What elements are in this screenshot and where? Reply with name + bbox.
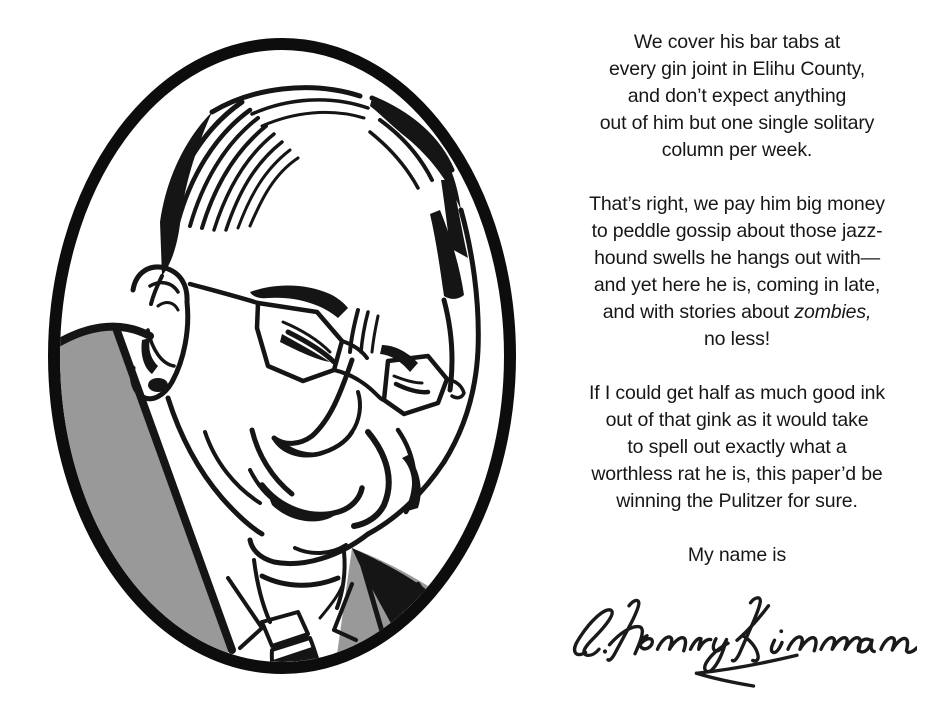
monologue-text xyxy=(537,29,937,698)
text-segment: and with stories about xyxy=(602,301,795,323)
text-line: no less! xyxy=(703,328,770,350)
text-line: We cover his bar tabs at xyxy=(633,31,841,53)
signature-intro: My name is xyxy=(687,544,787,566)
text-line: hound swells he hangs out with— xyxy=(594,247,880,269)
text-line: every gin joint in Elihu County, xyxy=(608,58,866,80)
paragraph-1 xyxy=(537,29,937,164)
text-line: That’s right, we pay him big money xyxy=(589,193,885,215)
text-line: winning the Pulitzer for sure. xyxy=(616,490,858,512)
text-line: out of that gink as it would take xyxy=(605,409,869,431)
text-line: worthless rat he is, this paper’d be xyxy=(591,463,883,485)
text-line: column per week. xyxy=(661,139,813,161)
text-line: If I could get half as much good ink xyxy=(589,382,885,404)
signature xyxy=(537,577,937,698)
text-line: to spell out exactly what a xyxy=(627,436,847,458)
paragraph-2 xyxy=(537,191,937,353)
paragraph-3 xyxy=(537,380,937,515)
text-line xyxy=(537,299,937,326)
text-line: to peddle gossip about those jazz- xyxy=(591,220,883,242)
signature-handwriting xyxy=(557,577,917,690)
text-line: and yet here he is, coming in late, xyxy=(593,274,881,296)
emphasized-word: zombies, xyxy=(794,301,872,323)
text-line: out of him but one single solitary xyxy=(599,112,875,134)
text-line: and don’t expect anything xyxy=(627,85,847,107)
